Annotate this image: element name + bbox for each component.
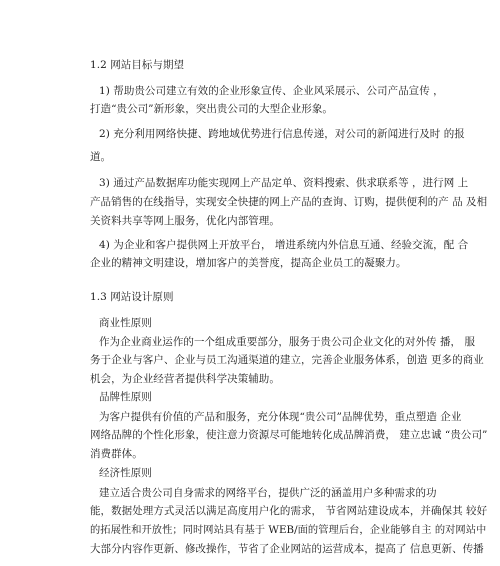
goal-item-3-line-3: 关资料共享等网上服务，优化内部管理。 bbox=[90, 215, 280, 227]
principle-brand-line-2: 网络品牌的个性化形象，使注意力资源尽可能地转化成品牌消费， 建立忠诚 “贵公司” bbox=[90, 429, 488, 441]
goal-item-3-line-2: 产品销售的在线指导，实现安全快捷的网上产品的查询、订购，提供便利的产 品 及相 bbox=[90, 196, 488, 208]
principle-economic-line-2: 能，数据处理方式灵活以满足高度用户化的需求， 节省网站建设成本，并确保其 较好 bbox=[90, 505, 488, 517]
goal-item-2-line-2: 道。 bbox=[90, 151, 112, 163]
section-heading-1-3: 1.3 网站设计原则 bbox=[90, 291, 174, 303]
goal-item-2-line-1: 2) 充分利用网络快捷、跨地域优势进行信息传递，对公司的新闻进行及时 的报 bbox=[99, 128, 465, 140]
principle-brand-line-1: 为客户提供有价值的产品和服务，充分体现“贵公司”品牌优势，重点塑造 企业 bbox=[99, 411, 462, 423]
principle-title-brand: 品牌性原则 bbox=[99, 391, 152, 403]
goal-item-3-line-1: 3) 通过产品数据库功能实现网上产品定单、资料搜索、供求联系等 ，进行网 上 bbox=[99, 177, 469, 189]
principle-economic-line-4: 大部分内容作更新、修改操作，节省了企业网站的运营成本，提高了 信息更新、传播 bbox=[90, 543, 484, 555]
section-heading-1-2: 1.2 网站目标与期望 bbox=[90, 59, 185, 71]
principle-title-economic: 经济性原则 bbox=[99, 467, 152, 479]
principle-commercial-line-2: 务于企业与客户、企业与员工沟通渠道的建立，完善企业服务体系，创造 更多的商业 bbox=[90, 354, 484, 366]
principle-economic-line-1: 建立适合贵公司自身需求的网络平台，提供广泛的涵盖用户多种需求的功 bbox=[99, 487, 437, 499]
goal-item-4-line-1: 4) 为企业和客户提供网上开放平台， 增进系统内外信息互通、经验交流，配 合 bbox=[99, 239, 469, 251]
goal-item-1-line-1: 1) 帮助贵公司建立有效的企业形象宣传、企业风采展示、公司产品宣传 ， bbox=[99, 85, 444, 97]
principle-title-commercial: 商业性原则 bbox=[99, 317, 152, 329]
principle-economic-line-3: 的拓展性和开放性；同时网站具有基于 WEB/面的管理后台，企业能够自主 的对网站中 bbox=[90, 524, 487, 536]
principle-commercial-line-1: 作为企业商业运作的一个组成重要部分，服务于贵公司企业文化的对外传 播， 服 bbox=[99, 336, 476, 348]
goal-item-1-line-2: 打造“贵公司”新形象，突出贵公司的大型企业形象。 bbox=[90, 103, 333, 115]
principle-brand-line-3: 消费群体。 bbox=[90, 448, 143, 460]
goal-item-4-line-2: 企业的精神文明建设，增加客户的美誉度，提高企业员工的凝聚力。 bbox=[90, 257, 407, 269]
principle-commercial-line-3: 机会，为企业经营者提供科学决策辅助。 bbox=[90, 373, 280, 385]
